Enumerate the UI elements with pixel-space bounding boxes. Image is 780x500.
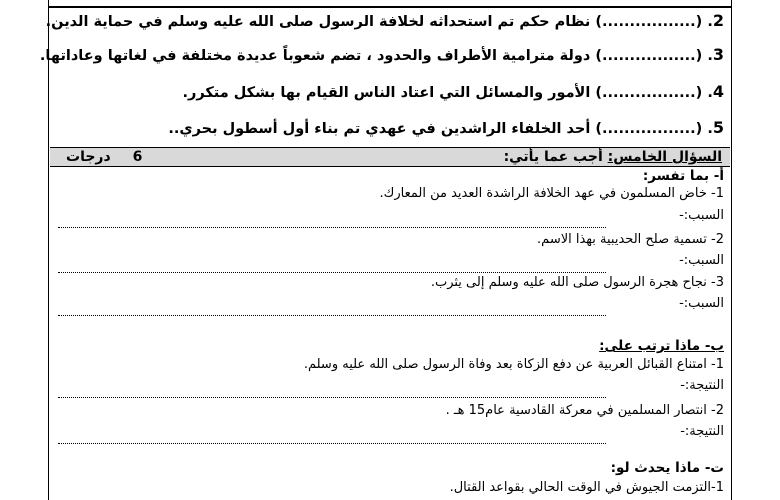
- question-text: دولة مترامية الأطراف والحدود ، تضم شعوباً عديدة مختلفة في لغاتها وعاداتها.: [39, 48, 591, 64]
- question-4: 4. (.................) الأمور والمسائل التي اعتاد الناس القيام بها بشكل متكرر.: [182, 82, 724, 101]
- answer-blank: (.................): [595, 85, 703, 101]
- question-3: 3. (.................) دولة مترامية الأطراف والحدود ، تضم شعوباً عديدة مختلفة في لغاتها وعاداتها.: [39, 45, 724, 64]
- answer-line[interactable]: [58, 214, 606, 228]
- part-a-heading: أ- بما تفسر:: [642, 168, 724, 184]
- question-text: نظام حكم تم استحداثه لخلافة الرسول صلى الله عليه وسلم في حماية الدين.: [45, 14, 591, 30]
- section-marks: [66, 148, 142, 166]
- question-number: 5: [712, 118, 724, 137]
- part-b-answer-label-2: النتيجة:-: [680, 424, 724, 439]
- section-label: السؤال الخامس:: [607, 149, 722, 165]
- part-b-heading: ب- ماذا ترتب على:: [599, 338, 724, 354]
- part-b-item-1: 1- امتناع القبائل العربية عن دفع الزكاة بعد وفاة الرسول صلى الله عليه وسلم.: [303, 357, 724, 372]
- part-a-item-2: 2- تسمية صلح الحديبية بهذا الاسم.: [537, 232, 724, 247]
- question-5: 5. (.................) أحد الخلفاء الراشدين في عهدي تم بناء أول أسطول بحري..: [168, 118, 724, 137]
- question-text: الأمور والمسائل التي اعتاد الناس القيام بها بشكل متكرر.: [182, 85, 591, 101]
- answer-blank: (.................): [595, 121, 703, 137]
- part-a-item-1: 1- خاض المسلمون في عهد الخلافة الراشدة العديد من المعارك.: [379, 186, 724, 201]
- part-b-item-2: 2- انتصار المسلمين في معركة القادسية عام15 هـ .: [445, 403, 724, 418]
- part-a-answer-label-3: السبب:-: [679, 296, 724, 311]
- question-2: 2. (.................) نظام حكم تم استحداثه لخلافة الرسول صلى الله عليه وسلم في حماية الدين.: [45, 11, 724, 30]
- answer-blank: (.................): [595, 48, 703, 64]
- answer-blank: (.................): [595, 14, 703, 30]
- part-a-answer-label-1: السبب:-: [679, 208, 724, 223]
- question-number: 3: [712, 45, 724, 64]
- part-b-answer-label-1: النتيجة:-: [680, 378, 724, 393]
- section-instruction: أجب عما يأتي:: [503, 149, 603, 165]
- page-frame: [45, 0, 732, 500]
- part-a-answer-label-2: السبب:-: [679, 253, 724, 268]
- marks-value: 6: [132, 149, 143, 165]
- question-text: أحد الخلفاء الراشدين في عهدي تم بناء أول أسطول بحري..: [168, 121, 591, 137]
- answer-line[interactable]: [58, 259, 606, 273]
- part-a-item-3: 3- نجاح هجرة الرسول صلى الله عليه وسلم إلى يثرب.: [430, 275, 724, 290]
- section-title: [504, 148, 722, 166]
- answer-line[interactable]: [58, 302, 606, 316]
- answer-line[interactable]: [58, 430, 606, 444]
- marks-unit: درجات: [66, 149, 111, 165]
- question-number: 2: [712, 11, 724, 30]
- question-number: 4: [712, 82, 724, 101]
- part-c-item-1: 1-التزمت الجيوش في الوقت الحالي بقواعد القتال.: [449, 480, 724, 495]
- section-header-band: [50, 147, 730, 167]
- part-c-heading: ت- ماذا يحدث لو:: [610, 460, 724, 476]
- answer-line[interactable]: [58, 384, 606, 398]
